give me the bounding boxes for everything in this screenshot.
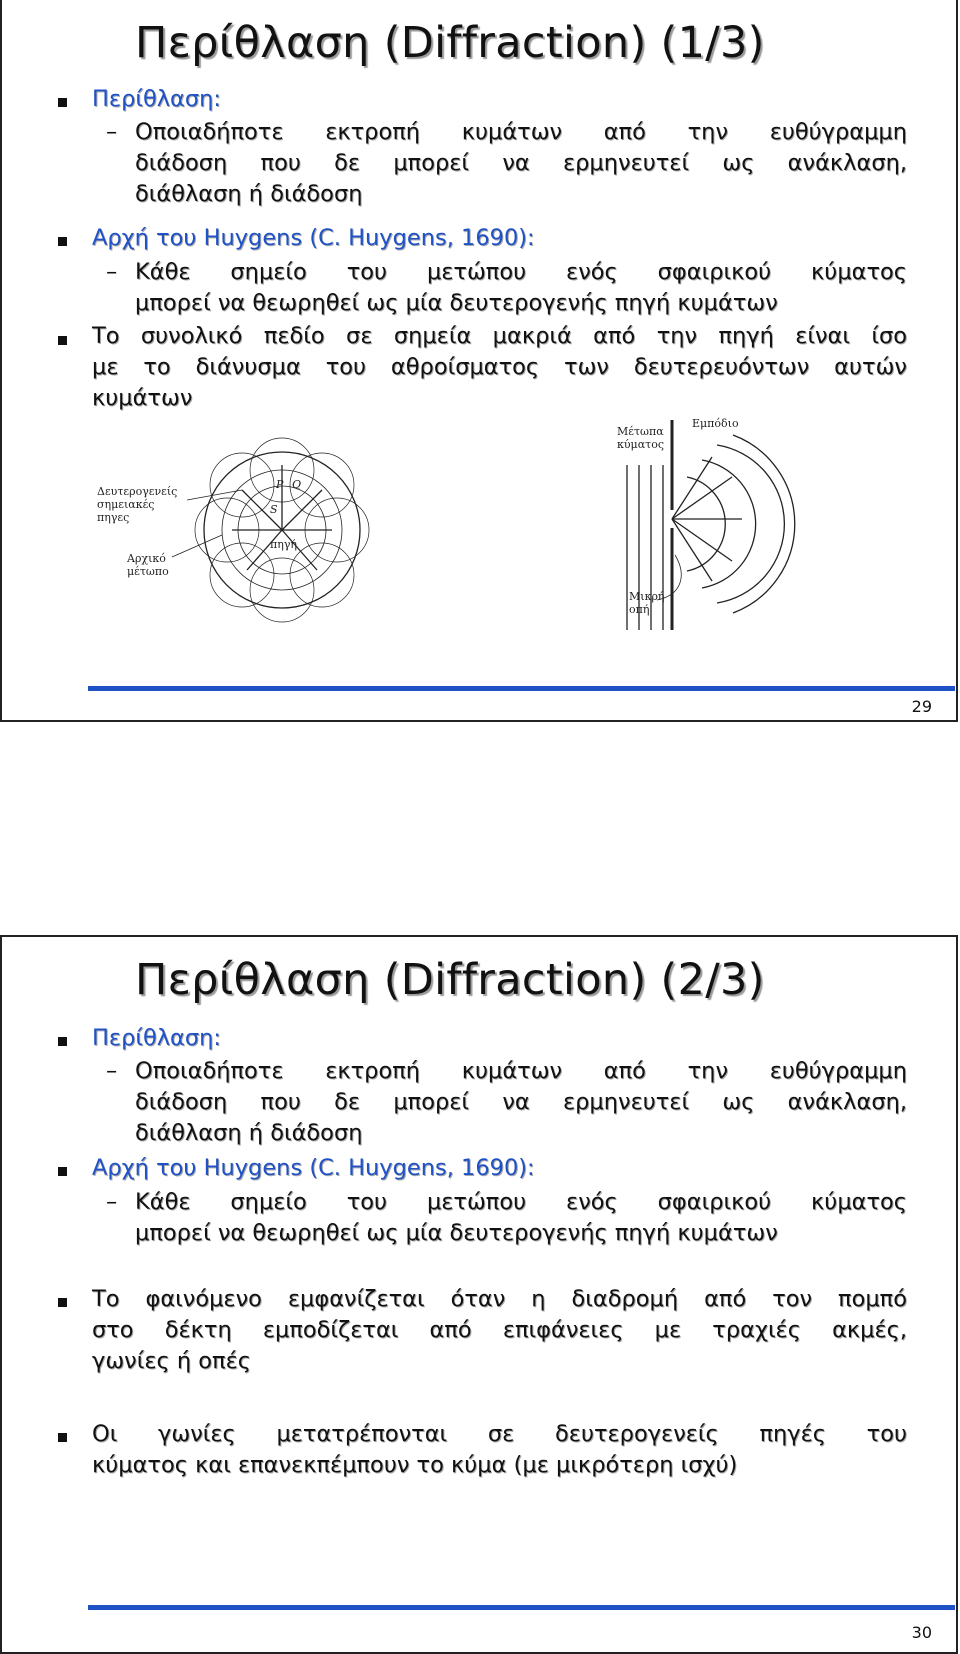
body-line: διάθλαση ή διάδοση (135, 1120, 363, 1146)
body-line: στο δέκτη εμποδίζεται από επιφάνειες με τραχιές ακμές, (92, 1317, 907, 1343)
bullet-icon (58, 336, 67, 345)
bullet-heading: Περίθλαση: (92, 86, 221, 112)
hole-label: οπή (629, 603, 650, 616)
point-q-label: Q (292, 478, 302, 491)
slide-29 (0, 0, 958, 722)
body-line: Οποιαδήποτε εκτροπή κυμάτων από την ευθύγραμμη (135, 119, 907, 145)
fronts-label: κύματος (617, 438, 665, 451)
bullet-heading: Αρχή του Huygens (C. Huygens, 1690): (92, 225, 535, 251)
body-line: Το συνολικό πεδίο σε σημεία μακριά από την πηγή είναι ίσο (92, 323, 907, 349)
slide-30 (0, 935, 958, 1654)
body-line: με το διάνυσμα του αθροίσματος των δευτερευόντων αυτών (92, 354, 907, 380)
front-label: Αρχικό (127, 552, 166, 565)
body-line: μπορεί να θεωρηθεί ως μία δευτερογενής πηγή κυμάτων (135, 290, 778, 316)
body-line: διάδοση που δε μπορεί να ερμηνευτεί ως ανάκλαση, (135, 150, 907, 176)
body-line: κύματος και επανεκπέμπουν το κύμα (με μικρότερη ισχύ) (92, 1452, 738, 1478)
body-line: διάθλαση ή διάδοση (135, 181, 363, 207)
body-line: Κάθε σημείο του μετώπου ενός σφαιρικού κύματος (135, 1189, 907, 1215)
secondary-label: πηγες (97, 511, 130, 524)
body-line: μπορεί να θεωρηθεί ως μία δευτερογενής πηγή κυμάτων (135, 1220, 778, 1246)
point-s-label: S (270, 503, 278, 516)
page-number: 30 (911, 1623, 932, 1642)
body-line: διάδοση που δε μπορεί να ερμηνευτεί ως ανάκλαση, (135, 1089, 907, 1115)
body-line: Το φαινόμενο εμφανίζεται όταν η διαδρομή από τον πομπό (92, 1286, 907, 1312)
body-line: Κάθε σημείο του μετώπου ενός σφαιρικού κύματος (135, 259, 907, 285)
obstacle-label: Εμπόδιο (692, 417, 739, 430)
bullet-icon (58, 1433, 67, 1442)
body-line: Οι γωνίες μετατρέπονται σε δευτερογενείς πηγές του (92, 1421, 907, 1447)
dash-icon: – (106, 119, 118, 145)
bullet-icon (58, 1298, 67, 1307)
body-line: Οποιαδήποτε εκτροπή κυμάτων από την ευθύγραμμη (135, 1058, 907, 1084)
bullet-icon (58, 1037, 67, 1046)
footer-bar (88, 686, 955, 691)
bullet-heading: Αρχή του Huygens (C. Huygens, 1690): (92, 1155, 535, 1181)
source-label: πηγή (270, 538, 297, 551)
aperture-diffraction-figure (617, 415, 842, 635)
bullet-icon (58, 98, 67, 107)
hole-label: Μικρή (629, 590, 665, 603)
dash-icon: – (106, 1189, 118, 1215)
secondary-label: Δευτερογενείς (97, 485, 178, 498)
slide-title: Περίθλαση (Diffraction) (1/3) (135, 18, 765, 68)
bullet-icon (58, 237, 67, 246)
body-line: γωνίες ή οπές (92, 1348, 251, 1374)
body-line: κυμάτων (92, 385, 193, 411)
footer-bar (88, 1605, 955, 1610)
fronts-label: Μέτωπα (617, 425, 664, 438)
page-number: 29 (911, 697, 932, 716)
point-p-label: P (276, 478, 284, 491)
huygens-wavefront-figure (92, 430, 382, 630)
slide-title: Περίθλαση (Diffraction) (2/3) (135, 955, 765, 1005)
dash-icon: – (106, 1058, 118, 1084)
bullet-icon (58, 1167, 67, 1176)
dash-icon: – (106, 259, 118, 285)
front-label: μέτωπο (127, 565, 169, 578)
secondary-label: σημειακές (97, 498, 155, 511)
bullet-heading: Περίθλαση: (92, 1025, 221, 1051)
